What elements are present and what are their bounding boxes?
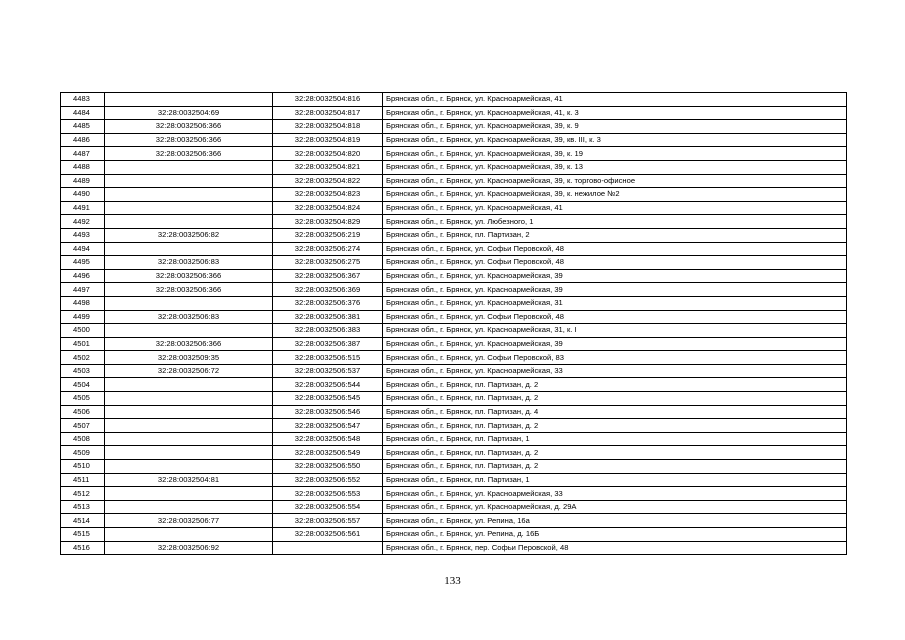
row-number-cell: 4508 <box>61 432 105 446</box>
address-cell: Брянская обл., г. Брянск, ул. Софьи Перовской, 48 <box>383 310 847 324</box>
parent-cadastral-number-cell <box>105 324 273 338</box>
row-number-cell: 4500 <box>61 324 105 338</box>
address-cell: Брянская обл., г. Брянск, ул. Красноармейская, 39 <box>383 337 847 351</box>
address-cell: Брянская обл., г. Брянск, ул. Софьи Перовской, 48 <box>383 242 847 256</box>
address-cell: Брянская обл., г. Брянск, ул. Софьи Перовской, 48 <box>383 256 847 270</box>
row-number-cell: 4505 <box>61 392 105 406</box>
cadastral-number-cell: 32:28:0032506:274 <box>273 242 383 256</box>
parent-cadastral-number-cell: 32:28:0032506:83 <box>105 256 273 270</box>
cadastral-number-cell: 32:28:0032504:829 <box>273 215 383 229</box>
table-row <box>61 256 847 270</box>
cadastral-number-cell: 32:28:0032506:548 <box>273 432 383 446</box>
table-row <box>61 296 847 310</box>
parent-cadastral-number-cell: 32:28:0032506:82 <box>105 228 273 242</box>
row-number-cell: 4504 <box>61 378 105 392</box>
address-cell: Брянская обл., г. Брянск, ул. Любезного, 1 <box>383 215 847 229</box>
address-cell: Брянская обл., г. Брянск, ул. Красноармейская, 39, кв. III, к. 3 <box>383 133 847 147</box>
address-cell: Брянская обл., г. Брянск, ул. Красноармейская, 39 <box>383 269 847 283</box>
address-cell: Брянская обл., г. Брянск, пл. Партизан, д. 2 <box>383 378 847 392</box>
parent-cadastral-number-cell: 32:28:0032506:366 <box>105 147 273 161</box>
address-cell: Брянская обл., г. Брянск, ул. Красноармейская, 39, к. торгово-офисное <box>383 174 847 188</box>
cadastral-number-cell: 32:28:0032506:552 <box>273 473 383 487</box>
address-cell: Брянская обл., г. Брянск, ул. Красноармейская, 33 <box>383 364 847 378</box>
table-row <box>61 432 847 446</box>
address-cell: Брянская обл., г. Брянск, ул. Красноармейская, 39, к. 9 <box>383 120 847 134</box>
page-number: 133 <box>444 575 461 587</box>
address-cell: Брянская обл., г. Брянск, пл. Партизан, д. 2 <box>383 460 847 474</box>
address-cell: Брянская обл., г. Брянск, пл. Партизан, д. 4 <box>383 405 847 419</box>
cadastral-number-cell: 32:28:0032506:376 <box>273 296 383 310</box>
parent-cadastral-number-cell <box>105 160 273 174</box>
cadastral-number-cell: 32:28:0032506:547 <box>273 419 383 433</box>
row-number-cell: 4513 <box>61 500 105 514</box>
address-cell: Брянская обл., г. Брянск, ул. Красноармейская, 33 <box>383 487 847 501</box>
parent-cadastral-number-cell <box>105 201 273 215</box>
table-row <box>61 269 847 283</box>
parent-cadastral-number-cell <box>105 487 273 501</box>
row-number-cell: 4510 <box>61 460 105 474</box>
address-cell: Брянская обл., г. Брянск, ул. Красноармейская, 41 <box>383 93 847 107</box>
table-row <box>61 93 847 107</box>
row-number-cell: 4515 <box>61 528 105 542</box>
row-number-cell: 4498 <box>61 296 105 310</box>
row-number-cell: 4487 <box>61 147 105 161</box>
address-cell: Брянская обл., г. Брянск, ул. Красноармейская, 39, к. нежилое №2 <box>383 188 847 202</box>
cadastral-number-cell: 32:28:0032506:545 <box>273 392 383 406</box>
table-body <box>61 93 847 555</box>
parent-cadastral-number-cell: 32:28:0032506:72 <box>105 364 273 378</box>
cadastral-number-cell: 32:28:0032506:550 <box>273 460 383 474</box>
table-row <box>61 242 847 256</box>
table-row <box>61 514 847 528</box>
cadastral-number-cell: 32:28:0032506:557 <box>273 514 383 528</box>
cadastral-number-cell: 32:28:0032506:537 <box>273 364 383 378</box>
table-row <box>61 174 847 188</box>
table-row <box>61 460 847 474</box>
row-number-cell: 4503 <box>61 364 105 378</box>
row-number-cell: 4496 <box>61 269 105 283</box>
cadastral-number-cell: 32:28:0032504:819 <box>273 133 383 147</box>
address-cell: Брянская обл., г. Брянск, ул. Репина, д. 16Б <box>383 528 847 542</box>
parent-cadastral-number-cell <box>105 446 273 460</box>
row-number-cell: 4499 <box>61 310 105 324</box>
cadastral-number-cell: 32:28:0032506:553 <box>273 487 383 501</box>
parent-cadastral-number-cell <box>105 392 273 406</box>
table-row <box>61 120 847 134</box>
parent-cadastral-number-cell: 32:28:0032504:81 <box>105 473 273 487</box>
row-number-cell: 4512 <box>61 487 105 501</box>
parent-cadastral-number-cell: 32:28:0032506:83 <box>105 310 273 324</box>
cadastral-number-cell <box>273 541 383 555</box>
address-cell: Брянская обл., г. Брянск, пл. Партизан, 2 <box>383 228 847 242</box>
table-row <box>61 215 847 229</box>
table-row <box>61 528 847 542</box>
parent-cadastral-number-cell: 32:28:0032506:366 <box>105 133 273 147</box>
cadastral-number-cell: 32:28:0032506:546 <box>273 405 383 419</box>
parent-cadastral-number-cell: 32:28:0032504:69 <box>105 106 273 120</box>
row-number-cell: 4488 <box>61 160 105 174</box>
row-number-cell: 4493 <box>61 228 105 242</box>
parent-cadastral-number-cell <box>105 296 273 310</box>
parent-cadastral-number-cell: 32:28:0032506:366 <box>105 283 273 297</box>
cadastral-number-cell: 32:28:0032504:821 <box>273 160 383 174</box>
table-row <box>61 201 847 215</box>
cadastral-number-cell: 32:28:0032504:824 <box>273 201 383 215</box>
address-cell: Брянская обл., г. Брянск, ул. Красноармейская, 31, к. I <box>383 324 847 338</box>
parent-cadastral-number-cell <box>105 188 273 202</box>
cadastral-number-cell: 32:28:0032506:369 <box>273 283 383 297</box>
address-cell: Брянская обл., г. Брянск, ул. Красноармейская, 39, к. 19 <box>383 147 847 161</box>
address-cell: Брянская обл., г. Брянск, ул. Красноармейская, 41 <box>383 201 847 215</box>
cadastral-number-cell: 32:28:0032504:818 <box>273 120 383 134</box>
address-cell: Брянская обл., г. Брянск, пл. Партизан, д. 2 <box>383 392 847 406</box>
row-number-cell: 4516 <box>61 541 105 555</box>
table-row <box>61 392 847 406</box>
table-row <box>61 228 847 242</box>
table-row <box>61 446 847 460</box>
address-cell: Брянская обл., г. Брянск, ул. Софьи Перовской, 83 <box>383 351 847 365</box>
parent-cadastral-number-cell <box>105 460 273 474</box>
table-row <box>61 378 847 392</box>
parent-cadastral-number-cell <box>105 500 273 514</box>
cadastral-number-cell: 32:28:0032504:817 <box>273 106 383 120</box>
row-number-cell: 4485 <box>61 120 105 134</box>
cadastral-number-cell: 32:28:0032506:544 <box>273 378 383 392</box>
table-row <box>61 500 847 514</box>
parent-cadastral-number-cell: 32:28:0032506:92 <box>105 541 273 555</box>
cadastral-number-cell: 32:28:0032504:823 <box>273 188 383 202</box>
address-cell: Брянская обл., г. Брянск, пл. Партизан, 1 <box>383 473 847 487</box>
table-row <box>61 419 847 433</box>
cadastral-number-cell: 32:28:0032504:822 <box>273 174 383 188</box>
cadastral-number-cell: 32:28:0032504:816 <box>273 93 383 107</box>
row-number-cell: 4495 <box>61 256 105 270</box>
parent-cadastral-number-cell <box>105 174 273 188</box>
cadastral-number-cell: 32:28:0032506:367 <box>273 269 383 283</box>
row-number-cell: 4507 <box>61 419 105 433</box>
cadastral-number-cell: 32:28:0032504:820 <box>273 147 383 161</box>
cadastral-number-cell: 32:28:0032506:515 <box>273 351 383 365</box>
address-cell: Брянская обл., г. Брянск, ул. Красноармейская, 31 <box>383 296 847 310</box>
table-row <box>61 283 847 297</box>
table-row <box>61 133 847 147</box>
parent-cadastral-number-cell <box>105 405 273 419</box>
row-number-cell: 4509 <box>61 446 105 460</box>
parent-cadastral-number-cell: 32:28:0032506:366 <box>105 269 273 283</box>
row-number-cell: 4483 <box>61 93 105 107</box>
row-number-cell: 4484 <box>61 106 105 120</box>
cadastral-number-cell: 32:28:0032506:381 <box>273 310 383 324</box>
table-row <box>61 364 847 378</box>
cadastral-number-cell: 32:28:0032506:219 <box>273 228 383 242</box>
cadastral-number-cell: 32:28:0032506:554 <box>273 500 383 514</box>
row-number-cell: 4492 <box>61 215 105 229</box>
table-row <box>61 188 847 202</box>
row-number-cell: 4490 <box>61 188 105 202</box>
parent-cadastral-number-cell: 32:28:0032509:35 <box>105 351 273 365</box>
address-cell: Брянская обл., г. Брянск, ул. Красноармейская, д. 29А <box>383 500 847 514</box>
cadastral-number-cell: 32:28:0032506:549 <box>273 446 383 460</box>
parent-cadastral-number-cell <box>105 378 273 392</box>
parent-cadastral-number-cell: 32:28:0032506:77 <box>105 514 273 528</box>
address-cell: Брянская обл., г. Брянск, пл. Партизан, 1 <box>383 432 847 446</box>
table-row <box>61 541 847 555</box>
table-row <box>61 106 847 120</box>
parent-cadastral-number-cell: 32:28:0032506:366 <box>105 337 273 351</box>
cadastral-number-cell: 32:28:0032506:387 <box>273 337 383 351</box>
table-row <box>61 337 847 351</box>
address-cell: Брянская обл., г. Брянск, ул. Красноармейская, 39, к. 13 <box>383 160 847 174</box>
cadastral-number-cell: 32:28:0032506:383 <box>273 324 383 338</box>
row-number-cell: 4489 <box>61 174 105 188</box>
table-row <box>61 405 847 419</box>
table-row <box>61 351 847 365</box>
table-row <box>61 324 847 338</box>
cadastral-number-cell: 32:28:0032506:561 <box>273 528 383 542</box>
address-cell: Брянская обл., г. Брянск, пер. Софьи Перовской, 48 <box>383 541 847 555</box>
address-cell: Брянская обл., г. Брянск, ул. Репина, 16а <box>383 514 847 528</box>
parent-cadastral-number-cell: 32:28:0032506:366 <box>105 120 273 134</box>
address-cell: Брянская обл., г. Брянск, пл. Партизан, д. 2 <box>383 419 847 433</box>
parent-cadastral-number-cell <box>105 432 273 446</box>
row-number-cell: 4506 <box>61 405 105 419</box>
row-number-cell: 4494 <box>61 242 105 256</box>
table-row <box>61 487 847 501</box>
cadastral-table <box>60 92 847 555</box>
row-number-cell: 4514 <box>61 514 105 528</box>
parent-cadastral-number-cell <box>105 215 273 229</box>
row-number-cell: 4511 <box>61 473 105 487</box>
address-cell: Брянская обл., г. Брянск, ул. Красноармейская, 39 <box>383 283 847 297</box>
table-row <box>61 160 847 174</box>
row-number-cell: 4502 <box>61 351 105 365</box>
row-number-cell: 4486 <box>61 133 105 147</box>
parent-cadastral-number-cell <box>105 528 273 542</box>
row-number-cell: 4501 <box>61 337 105 351</box>
address-cell: Брянская обл., г. Брянск, ул. Красноармейская, 41, к. 3 <box>383 106 847 120</box>
table-row <box>61 473 847 487</box>
table-row <box>61 310 847 324</box>
parent-cadastral-number-cell <box>105 242 273 256</box>
row-number-cell: 4497 <box>61 283 105 297</box>
parent-cadastral-number-cell <box>105 419 273 433</box>
row-number-cell: 4491 <box>61 201 105 215</box>
address-cell: Брянская обл., г. Брянск, пл. Партизан, д. 2 <box>383 446 847 460</box>
parent-cadastral-number-cell <box>105 93 273 107</box>
cadastral-number-cell: 32:28:0032506:275 <box>273 256 383 270</box>
table-row <box>61 147 847 161</box>
